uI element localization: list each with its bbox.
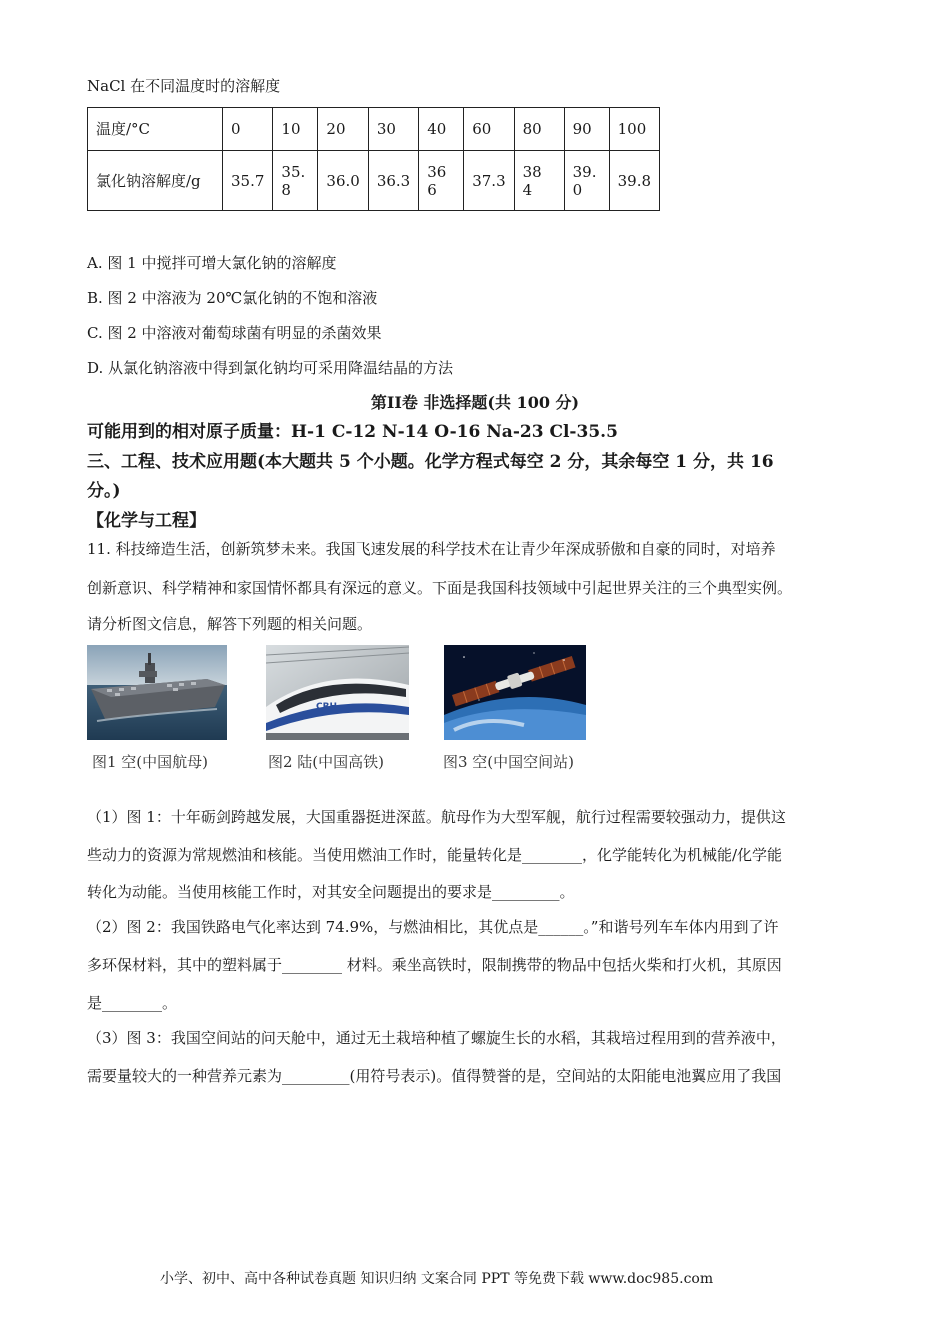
- temp-cell: 90: [564, 108, 609, 151]
- atomic-masses: 可能用到的相对原子质量：H-1 C-12 N-14 O-16 Na-23 Cl-35.5: [87, 422, 618, 442]
- temp-cell: 60: [464, 108, 514, 151]
- solubility-cell: 35. 8: [273, 151, 318, 211]
- option-c: C. 图 2 中溶液对葡萄球菌有明显的杀菌效果: [87, 324, 382, 342]
- solubility-table: [87, 107, 660, 211]
- sub3-line: （3）图 3：我国空间站的问天舱中，通过无土栽培种植了螺旋生长的水稻，其栽培过程用到的营养液中，: [87, 1029, 786, 1047]
- solubility-cell: 36.0: [318, 151, 368, 211]
- sub1-line: 转化为动能。当使用核能工作时，对其安全问题提出的要求是_________。: [87, 883, 575, 901]
- aircraft-carrier-image: [87, 645, 227, 740]
- table-row: [88, 108, 660, 151]
- temp-cell: 30: [368, 108, 418, 151]
- temp-cell: 0: [223, 108, 273, 151]
- row-label-cell: 氯化钠溶解度/g: [88, 151, 223, 211]
- high-speed-train-image: [266, 645, 409, 740]
- solubility-cell: 37.3: [464, 151, 514, 211]
- option-b: B. 图 2 中溶液为 20℃氯化钠的不饱和溶液: [87, 289, 378, 307]
- figure-caption: 图3 空(中国空间站): [443, 753, 575, 771]
- space-station-image: [444, 645, 586, 740]
- temp-cell: 10: [273, 108, 318, 151]
- q11-line: 创新意识、科学精神和家国情怀都具有深远的意义。下面是我国科技领域中引起世界关注的三个典型实例。: [87, 579, 793, 597]
- solubility-cell: 36.3: [368, 151, 418, 211]
- solubility-cell: 38 4: [514, 151, 564, 211]
- temp-cell: 80: [514, 108, 564, 151]
- temp-cell: 100: [609, 108, 659, 151]
- solubility-cell: 39. 0: [564, 151, 609, 211]
- table-row: [88, 151, 660, 211]
- q11-line: 请分析图文信息，解答下列题的相关问题。: [87, 615, 373, 633]
- page-footer: 小学、初中、高中各种试卷真题 知识归纳 文案合同 PPT 等免费下载 www.doc985.com: [160, 1271, 714, 1287]
- sub1-line: 些动力的资源为常规燃油和核能。当使用燃油工作时，能量转化是________，化学能转化为机械能/化学能: [87, 846, 783, 864]
- q11-line: 11. 科技缔造生活，创新筑梦未来。我国飞速发展的科学技术在让青少年深成骄傲和自豪的同时，对培养: [87, 540, 776, 558]
- sub2-line: （2）图 2：我国铁路电气化率达到 74.9%，与燃油相比，其优点是______。”和谐号列车车体内用到了许: [87, 918, 779, 936]
- part-heading-cont: 分。): [87, 481, 121, 501]
- temp-cell: 40: [419, 108, 464, 151]
- sub1-line: （1）图 1：十年砺剑跨越发展，大国重器挺进深蓝。航母作为大型军舰，航行过程需要较强动力，提供这: [87, 808, 786, 826]
- figure-caption: 图2 陆(中国高铁): [268, 753, 385, 771]
- figure-caption: 图1 空(中国航母): [92, 753, 209, 771]
- sub2-line: 是________。: [87, 994, 178, 1012]
- solubility-cell: 39.8: [609, 151, 659, 211]
- solubility-cell: 36 6: [419, 151, 464, 211]
- sub2-line: 多环保材料，其中的塑料属于________ 材料。乘坐高铁时，限制携带的物品中包括火柴和打火机，其原因: [87, 956, 782, 974]
- option-a: A. 图 1 中搅拌可增大氯化钠的溶解度: [87, 254, 337, 272]
- section-title: 第II卷 非选择题(共 100 分): [370, 393, 580, 412]
- topic-heading: 【化学与工程】: [87, 511, 206, 531]
- part-heading: 三、工程、技术应用题(本大题共 5 个小题。化学方程式每空 2 分，其余每空 1 分，共 16: [87, 452, 774, 472]
- solubility-cell: 35.7: [223, 151, 273, 211]
- header-label-cell: 温度/°C: [88, 108, 223, 151]
- sub3-line: 需要量较大的一种营养元素为_________(用符号表示)。值得赞誉的是，空间站的太阳能电池翼应用了我国: [87, 1067, 782, 1085]
- option-d: D. 从氯化钠溶液中得到氯化钠均可采用降温结晶的方法: [87, 359, 454, 377]
- temp-cell: 20: [318, 108, 368, 151]
- train-label: CRH: [316, 702, 338, 712]
- table-caption: NaCl 在不同温度时的溶解度: [87, 77, 281, 95]
